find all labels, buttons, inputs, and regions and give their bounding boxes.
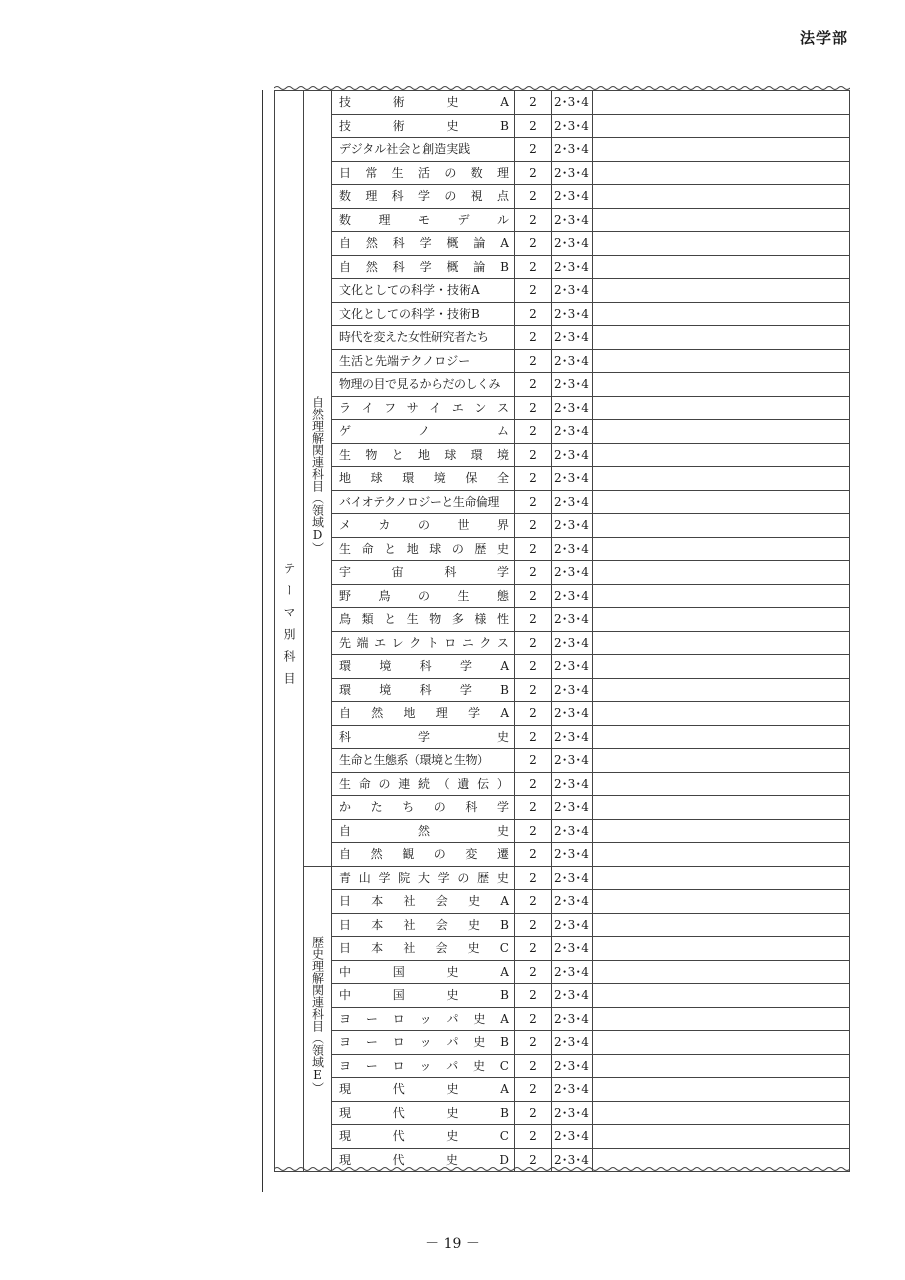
years-cell: 2･3･4 bbox=[552, 608, 593, 632]
note-cell bbox=[593, 725, 850, 749]
years-cell: 2･3･4 bbox=[552, 490, 593, 514]
course-name-cell bbox=[332, 913, 515, 937]
credits-cell: 2 bbox=[515, 467, 552, 491]
course-name: バイオテクノロジーと生命倫理 bbox=[339, 494, 499, 509]
course-name-cell bbox=[332, 1101, 515, 1125]
course-name: 現 代 史 D bbox=[339, 1152, 509, 1167]
credits-cell: 2 bbox=[515, 984, 552, 1008]
course-name: 現 代 史 A bbox=[339, 1082, 509, 1097]
note-cell bbox=[593, 208, 850, 232]
table-row bbox=[275, 514, 850, 538]
credits-cell: 2 bbox=[515, 420, 552, 444]
years-cell: 2･3･4 bbox=[552, 91, 593, 115]
table-row bbox=[275, 796, 850, 820]
credits-cell: 2 bbox=[515, 749, 552, 773]
credits-cell: 2 bbox=[515, 937, 552, 961]
credits-cell: 2 bbox=[515, 537, 552, 561]
course-name: 中 国 史 B bbox=[339, 988, 509, 1003]
course-name: 先 端 エ レ ク ト ロ ニ ク ス bbox=[339, 635, 509, 650]
course-name-cell bbox=[332, 208, 515, 232]
years-cell: 2･3･4 bbox=[552, 208, 593, 232]
years-cell: 2･3･4 bbox=[552, 772, 593, 796]
years-cell: 2･3･4 bbox=[552, 984, 593, 1008]
note-cell bbox=[593, 373, 850, 397]
course-name: 文化としての科学・技術B bbox=[339, 306, 480, 321]
note-cell bbox=[593, 749, 850, 773]
course-name-cell bbox=[332, 349, 515, 373]
course-name: 日 本 社 会 史 B bbox=[339, 917, 509, 932]
table-row bbox=[275, 1007, 850, 1031]
years-cell: 2･3･4 bbox=[552, 1054, 593, 1078]
note-cell bbox=[593, 984, 850, 1008]
years-cell: 2･3･4 bbox=[552, 890, 593, 914]
table-row bbox=[275, 373, 850, 397]
table-row bbox=[275, 161, 850, 185]
table-row bbox=[275, 420, 850, 444]
course-name: 科 学 史 bbox=[339, 729, 509, 744]
note-cell bbox=[593, 702, 850, 726]
course-name: 現 代 史 C bbox=[339, 1129, 509, 1144]
credits-cell: 2 bbox=[515, 255, 552, 279]
table-row bbox=[275, 326, 850, 350]
years-cell: 2･3･4 bbox=[552, 866, 593, 890]
credits-cell: 2 bbox=[515, 1148, 552, 1172]
course-name-cell bbox=[332, 373, 515, 397]
course-name-cell bbox=[332, 561, 515, 585]
table-row bbox=[275, 984, 850, 1008]
credits-cell: 2 bbox=[515, 1031, 552, 1055]
years-cell: 2･3･4 bbox=[552, 1007, 593, 1031]
table-row bbox=[275, 138, 850, 162]
course-name: 鳥 類 と 生 物 多 様 性 bbox=[339, 612, 509, 627]
margin-rule bbox=[262, 90, 263, 1192]
years-cell: 2･3･4 bbox=[552, 255, 593, 279]
credits-cell: 2 bbox=[515, 114, 552, 138]
credits-cell: 2 bbox=[515, 1054, 552, 1078]
table-row bbox=[275, 1054, 850, 1078]
course-name: 生活と先端テクノロジー bbox=[339, 353, 471, 368]
years-cell: 2･3･4 bbox=[552, 420, 593, 444]
course-name: 中 国 史 A bbox=[339, 964, 509, 979]
table-row bbox=[275, 1031, 850, 1055]
course-name: 自 然 観 の 変 遷 bbox=[339, 847, 509, 862]
years-cell: 2･3･4 bbox=[552, 960, 593, 984]
course-table bbox=[274, 90, 850, 1172]
credits-cell: 2 bbox=[515, 678, 552, 702]
table-row bbox=[275, 561, 850, 585]
course-name-cell bbox=[332, 1031, 515, 1055]
course-name: 自 然 史 bbox=[339, 823, 509, 838]
course-name-cell bbox=[332, 396, 515, 420]
credits-cell: 2 bbox=[515, 725, 552, 749]
course-name: 環 境 科 学 B bbox=[339, 682, 509, 697]
course-name: 自 然 科 学 概 論 A bbox=[339, 236, 509, 251]
credits-cell: 2 bbox=[515, 302, 552, 326]
course-name-cell bbox=[332, 678, 515, 702]
credits-cell: 2 bbox=[515, 185, 552, 209]
course-name: 日 常 生 活 の 数 理 bbox=[339, 165, 509, 180]
course-name-cell bbox=[332, 631, 515, 655]
course-name: ラ イ フ サ イ エ ン ス bbox=[339, 400, 509, 415]
years-cell: 2･3･4 bbox=[552, 937, 593, 961]
credits-cell: 2 bbox=[515, 1101, 552, 1125]
note-cell bbox=[593, 255, 850, 279]
credits-cell: 2 bbox=[515, 819, 552, 843]
note-cell bbox=[593, 279, 850, 303]
note-cell bbox=[593, 819, 850, 843]
note-cell bbox=[593, 396, 850, 420]
note-cell bbox=[593, 514, 850, 538]
credits-cell: 2 bbox=[515, 772, 552, 796]
area-e-label: 歴史理解関連科目（領域E） bbox=[310, 936, 325, 1095]
table-row bbox=[275, 396, 850, 420]
table-row bbox=[275, 655, 850, 679]
course-name-cell bbox=[332, 467, 515, 491]
course-name-cell bbox=[332, 185, 515, 209]
table-row bbox=[275, 584, 850, 608]
table-row bbox=[275, 208, 850, 232]
course-name: ヨ ー ロ ッ パ 史 A bbox=[339, 1011, 509, 1026]
course-name: 数 理 モ デ ル bbox=[339, 212, 509, 227]
years-cell: 2･3･4 bbox=[552, 725, 593, 749]
note-cell bbox=[593, 326, 850, 350]
note-cell bbox=[593, 114, 850, 138]
note-cell bbox=[593, 796, 850, 820]
years-cell: 2･3･4 bbox=[552, 796, 593, 820]
course-name: ヨ ー ロ ッ パ 史 C bbox=[339, 1058, 509, 1073]
course-name-cell bbox=[332, 537, 515, 561]
course-name-cell bbox=[332, 302, 515, 326]
table-row bbox=[275, 443, 850, 467]
note-cell bbox=[593, 608, 850, 632]
table-row bbox=[275, 467, 850, 491]
course-name-cell bbox=[332, 702, 515, 726]
course-name-cell bbox=[332, 866, 515, 890]
years-cell: 2･3･4 bbox=[552, 232, 593, 256]
years-cell: 2･3･4 bbox=[552, 702, 593, 726]
years-cell: 2･3･4 bbox=[552, 114, 593, 138]
years-cell: 2･3･4 bbox=[552, 749, 593, 773]
years-cell: 2･3･4 bbox=[552, 443, 593, 467]
years-cell: 2･3･4 bbox=[552, 185, 593, 209]
course-name-cell bbox=[332, 490, 515, 514]
years-cell: 2･3･4 bbox=[552, 819, 593, 843]
course-name: 環 境 科 学 A bbox=[339, 659, 509, 674]
course-name: 生 物 と 地 球 環 境 bbox=[339, 447, 509, 462]
note-cell bbox=[593, 631, 850, 655]
credits-cell: 2 bbox=[515, 490, 552, 514]
years-cell: 2･3･4 bbox=[552, 913, 593, 937]
table-row bbox=[275, 819, 850, 843]
table-row bbox=[275, 349, 850, 373]
note-cell bbox=[593, 185, 850, 209]
course-name: か た ち の 科 学 bbox=[339, 800, 509, 815]
course-name: 日 本 社 会 史 A bbox=[339, 894, 509, 909]
years-cell: 2･3･4 bbox=[552, 1078, 593, 1102]
course-name: メ カ の 世 界 bbox=[339, 518, 509, 533]
credits-cell: 2 bbox=[515, 655, 552, 679]
credits-cell: 2 bbox=[515, 349, 552, 373]
credits-cell: 2 bbox=[515, 866, 552, 890]
course-name-cell bbox=[332, 608, 515, 632]
course-name: ヨ ー ロ ッ パ 史 B bbox=[339, 1035, 509, 1050]
table-row bbox=[275, 678, 850, 702]
note-cell bbox=[593, 91, 850, 115]
table-row bbox=[275, 725, 850, 749]
course-name-cell bbox=[332, 655, 515, 679]
credits-cell: 2 bbox=[515, 1125, 552, 1149]
table-row bbox=[275, 255, 850, 279]
course-name-cell bbox=[332, 1054, 515, 1078]
course-name: 生 命 の 連 続 （ 遺 伝 ） bbox=[339, 776, 509, 791]
credits-cell: 2 bbox=[515, 326, 552, 350]
note-cell bbox=[593, 1078, 850, 1102]
table-row bbox=[275, 302, 850, 326]
course-name-cell bbox=[332, 279, 515, 303]
credits-cell: 2 bbox=[515, 138, 552, 162]
course-name-cell bbox=[332, 514, 515, 538]
course-name: 自 然 地 理 学 A bbox=[339, 706, 509, 721]
table-row bbox=[275, 114, 850, 138]
table-row bbox=[275, 279, 850, 303]
course-name-cell bbox=[332, 420, 515, 444]
note-cell bbox=[593, 678, 850, 702]
course-name-cell bbox=[332, 232, 515, 256]
table-row bbox=[275, 631, 850, 655]
theme-category-label: テーマ別科目 bbox=[282, 561, 296, 694]
credits-cell: 2 bbox=[515, 608, 552, 632]
table-row bbox=[275, 843, 850, 867]
course-name: 生命と生態系（環境と生物） bbox=[339, 753, 489, 768]
note-cell bbox=[593, 138, 850, 162]
note-cell bbox=[593, 420, 850, 444]
note-cell bbox=[593, 467, 850, 491]
table-row bbox=[275, 866, 850, 890]
course-name: デジタル社会と創造実践 bbox=[339, 142, 471, 157]
table-row bbox=[275, 232, 850, 256]
years-cell: 2･3･4 bbox=[552, 161, 593, 185]
credits-cell: 2 bbox=[515, 161, 552, 185]
course-name: 時代を変えた女性研究者たち bbox=[339, 330, 489, 345]
table-row bbox=[275, 1101, 850, 1125]
years-cell: 2･3･4 bbox=[552, 1125, 593, 1149]
course-name: 技 術 史 B bbox=[339, 118, 509, 133]
course-name-cell bbox=[332, 819, 515, 843]
course-name-cell bbox=[332, 796, 515, 820]
credits-cell: 2 bbox=[515, 232, 552, 256]
course-name: 自 然 科 学 概 論 B bbox=[339, 259, 509, 274]
course-name-cell bbox=[332, 984, 515, 1008]
years-cell: 2･3･4 bbox=[552, 1101, 593, 1125]
credits-cell: 2 bbox=[515, 514, 552, 538]
course-name-cell bbox=[332, 161, 515, 185]
note-cell bbox=[593, 302, 850, 326]
note-cell bbox=[593, 960, 850, 984]
note-cell bbox=[593, 1101, 850, 1125]
course-name: 文化としての科学・技術A bbox=[339, 283, 480, 298]
years-cell: 2･3･4 bbox=[552, 843, 593, 867]
course-name-cell bbox=[332, 843, 515, 867]
table-row bbox=[275, 490, 850, 514]
years-cell: 2･3･4 bbox=[552, 326, 593, 350]
table-row bbox=[275, 1125, 850, 1149]
note-cell bbox=[593, 349, 850, 373]
years-cell: 2･3･4 bbox=[552, 1031, 593, 1055]
note-cell bbox=[593, 913, 850, 937]
note-cell bbox=[593, 866, 850, 890]
credits-cell: 2 bbox=[515, 702, 552, 726]
note-cell bbox=[593, 584, 850, 608]
course-name: 技 術 史 A bbox=[339, 95, 509, 110]
years-cell: 2･3･4 bbox=[552, 467, 593, 491]
years-cell: 2･3･4 bbox=[552, 655, 593, 679]
area-d-label: 自然理解関連科目（領域D） bbox=[310, 395, 325, 554]
credits-cell: 2 bbox=[515, 373, 552, 397]
note-cell bbox=[593, 772, 850, 796]
credits-cell: 2 bbox=[515, 796, 552, 820]
course-name: 物理の目で見るからだのしくみ bbox=[339, 377, 501, 392]
note-cell bbox=[593, 161, 850, 185]
course-name: 青 山 学 院 大 学 の 歴 史 bbox=[339, 870, 509, 885]
table-row bbox=[275, 608, 850, 632]
note-cell bbox=[593, 1031, 850, 1055]
years-cell: 2･3･4 bbox=[552, 302, 593, 326]
credits-cell: 2 bbox=[515, 913, 552, 937]
table-row bbox=[275, 185, 850, 209]
table-bottom-wave-border bbox=[274, 1166, 850, 1172]
note-cell bbox=[593, 655, 850, 679]
course-name-cell bbox=[332, 443, 515, 467]
years-cell: 2･3･4 bbox=[552, 584, 593, 608]
course-name-cell bbox=[332, 138, 515, 162]
note-cell bbox=[593, 537, 850, 561]
course-name-cell bbox=[332, 1078, 515, 1102]
course-name-cell bbox=[332, 91, 515, 115]
course-name-cell bbox=[332, 326, 515, 350]
table-row bbox=[275, 749, 850, 773]
credits-cell: 2 bbox=[515, 208, 552, 232]
credits-cell: 2 bbox=[515, 890, 552, 914]
note-cell bbox=[593, 843, 850, 867]
note-cell bbox=[593, 1054, 850, 1078]
table-row bbox=[275, 772, 850, 796]
credits-cell: 2 bbox=[515, 396, 552, 420]
note-cell bbox=[593, 937, 850, 961]
course-name: 宇 宙 科 学 bbox=[339, 565, 509, 580]
course-name: 数 理 科 学 の 視 点 bbox=[339, 189, 509, 204]
table-row bbox=[275, 1078, 850, 1102]
credits-cell: 2 bbox=[515, 584, 552, 608]
credits-cell: 2 bbox=[515, 960, 552, 984]
years-cell: 2･3･4 bbox=[552, 373, 593, 397]
years-cell: 2･3･4 bbox=[552, 279, 593, 303]
years-cell: 2･3･4 bbox=[552, 514, 593, 538]
course-name-cell bbox=[332, 255, 515, 279]
course-name-cell bbox=[332, 890, 515, 914]
note-cell bbox=[593, 890, 850, 914]
area-d-cell bbox=[304, 91, 332, 867]
credits-cell: 2 bbox=[515, 631, 552, 655]
table-row bbox=[275, 91, 850, 115]
page-number: － 19 － bbox=[425, 1236, 480, 1252]
credits-cell: 2 bbox=[515, 1007, 552, 1031]
course-name: 地 球 環 境 保 全 bbox=[339, 471, 509, 486]
table-row bbox=[275, 913, 850, 937]
note-cell bbox=[593, 1007, 850, 1031]
years-cell: 2･3･4 bbox=[552, 561, 593, 585]
course-name: 野 鳥 の 生 態 bbox=[339, 588, 509, 603]
years-cell: 2･3･4 bbox=[552, 1148, 593, 1172]
course-name-cell bbox=[332, 114, 515, 138]
course-name-cell bbox=[332, 749, 515, 773]
course-name: 生 命 と 地 球 の 歴 史 bbox=[339, 541, 509, 556]
credits-cell: 2 bbox=[515, 561, 552, 585]
table-row bbox=[275, 960, 850, 984]
course-name-cell bbox=[332, 1125, 515, 1149]
note-cell bbox=[593, 232, 850, 256]
years-cell: 2･3･4 bbox=[552, 138, 593, 162]
table-row bbox=[275, 537, 850, 561]
area-e-cell bbox=[304, 866, 332, 1172]
course-name-cell bbox=[332, 937, 515, 961]
years-cell: 2･3･4 bbox=[552, 678, 593, 702]
course-name: 日 本 社 会 史 C bbox=[339, 941, 509, 956]
note-cell bbox=[593, 490, 850, 514]
credits-cell: 2 bbox=[515, 91, 552, 115]
table-row bbox=[275, 937, 850, 961]
note-cell bbox=[593, 443, 850, 467]
credits-cell: 2 bbox=[515, 843, 552, 867]
theme-category-cell bbox=[275, 91, 304, 1172]
note-cell bbox=[593, 561, 850, 585]
course-name-cell bbox=[332, 725, 515, 749]
credits-cell: 2 bbox=[515, 443, 552, 467]
course-name: ゲ ノ ム bbox=[339, 424, 509, 439]
years-cell: 2･3･4 bbox=[552, 631, 593, 655]
course-name: 現 代 史 B bbox=[339, 1105, 509, 1120]
credits-cell: 2 bbox=[515, 279, 552, 303]
course-name-cell bbox=[332, 772, 515, 796]
credits-cell: 2 bbox=[515, 1078, 552, 1102]
course-name-cell bbox=[332, 960, 515, 984]
table-row bbox=[275, 702, 850, 726]
note-cell bbox=[593, 1125, 850, 1149]
years-cell: 2･3･4 bbox=[552, 349, 593, 373]
course-name-cell bbox=[332, 1007, 515, 1031]
course-name-cell bbox=[332, 584, 515, 608]
department-heading: 法学部 bbox=[799, 29, 848, 47]
years-cell: 2･3･4 bbox=[552, 537, 593, 561]
table-row bbox=[275, 890, 850, 914]
years-cell: 2･3･4 bbox=[552, 396, 593, 420]
